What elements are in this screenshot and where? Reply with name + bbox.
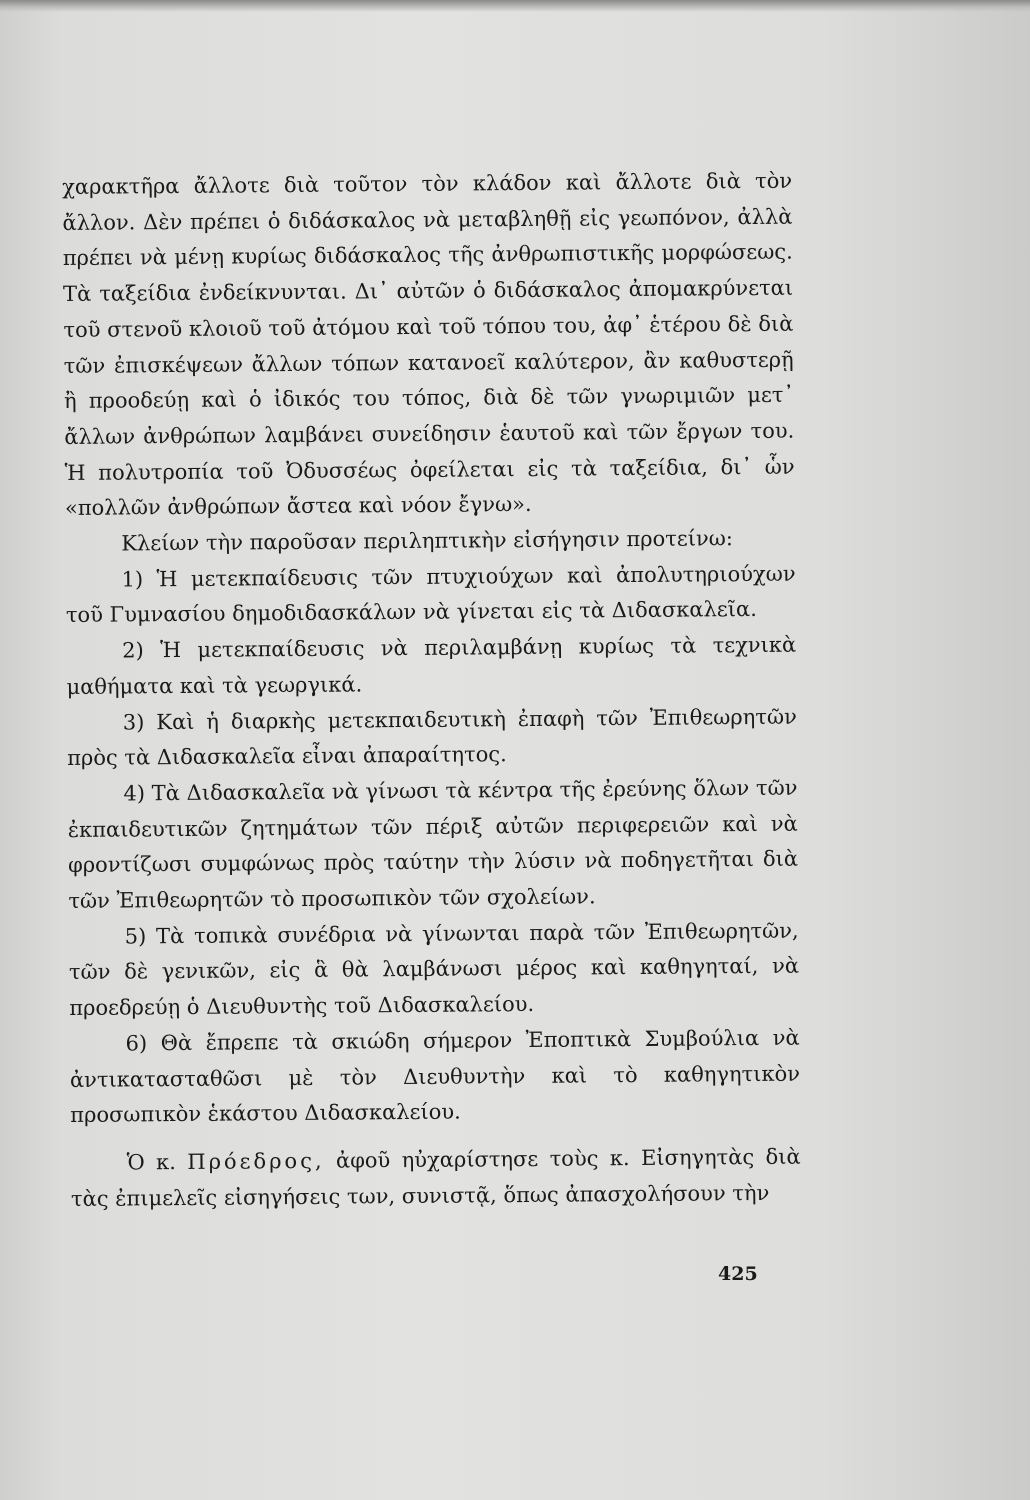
paragraph-closing xyxy=(71,1140,802,1218)
proposal-item-1: 1) Ἡ μετεκπαίδευσις τῶν πτυχιούχων καὶ ἀπολυτηριούχων τοῦ Γυμνασίου δημοδιδασκάλων νὰ γίνεται εἰς τὰ Διδασκαλεῖα. xyxy=(65,561,796,628)
proposal-item-6: 6) Θὰ ἔπρεπε τὰ σκιώδη σήμερον Ἐποπτικὰ Συμβούλια νὰ ἀντικατασταθῶσι μὲ τὸν Διευθυντὴν καὶ τὸ καθηγητικὸν προσωπικὸν ἑκάστου Διδασκαλείου. xyxy=(69,1025,801,1128)
paragraph-continuation: χαρακτῆρα ἄλλοτε διὰ τοῦτον τὸν κλάδον καὶ ἄλλοτε διὰ τὸν ἄλλον. Δὲν πρέπει ὁ διδάσκαλος νὰ μεταβληθῇ εἰς γεωπόνον, ἀλλὰ πρέπει νὰ μένῃ κυρίως διδάσκαλος τῆς ἀνθρωπιστικῆς μορφώσεως. Τὰ ταξείδια ἐνδείκνυνται. Δι᾽ αὐτῶν ὁ διδάσκαλος ἀπομακρύνεται τοῦ στενοῦ κλοιοῦ τοῦ ἀτόμου καὶ τοῦ τόπου του, ἀφ᾽ ἑτέρου δὲ διὰ τῶν ἐπισκέψεων ἄλλων τόπων κατανοεῖ καλύτερον, ἂν καθυστερῇ ἢ προοδεύῃ καὶ ὁ ἰδικός του τόπος, διὰ δὲ τῶν γνωριμιῶν μετ᾽ ἄλλων ἀνθρώπων λαμβάνει συνείδησιν ἑαυτοῦ καὶ τῶν ἔργων του. Ἡ πολυτροπία τοῦ Ὀδυσσέως ὀφείλεται εἰς τὰ ταξείδια, δι᾽ ὧν «πολλῶν ἀνθρώπων ἄστεα καὶ νόον ἔγνω». xyxy=(62,168,795,521)
body-text xyxy=(62,164,801,1218)
proposal-item-3: 3) Καὶ ἡ διαρκὴς μετεκπαιδευτικὴ ἐπαφὴ τῶν Ἐπιθεωρητῶν πρὸς τὰ Διδασκαλεῖα εἶναι ἀπαραίτητος. xyxy=(67,704,797,771)
proposal-item-4: 4) Τὰ Διδασκαλεῖα νὰ γίνωσι τὰ κέντρα τῆς ἐρεύνης ὅλων τῶν ἐκπαιδευτικῶν ζητημάτων τῶν πέριξ αὐτῶν περιφερειῶν καὶ νὰ φροντίζωσι συμφώνως πρὸς ταύτην τὴν λύσιν νὰ ποδηγετῆται διὰ τῶν Ἐπιθεωρητῶν τὸ προσωπικὸν τῶν σχολείων. xyxy=(67,775,799,914)
closing-rest: ἀφοῦ ηὐχαρίστησε τοὺς κ. Εἰσηγητὰς διὰ τὰς ἐπιμελεῖς εἰσηγήσεις των, συνιστᾷ, ὅπως ἀπασχολήσουν τὴν xyxy=(70,1144,801,1211)
proposal-item-5: 5) Τὰ τοπικὰ συνέδρια νὰ γίνωνται παρὰ τῶν Ἐπιθεωρητῶν, τῶν δὲ γενικῶν, εἰς ἃ θὰ λαμβάνωσι μέρος καὶ καθηγηταί, νὰ προεδρεύῃ ὁ Διευθυντὴς τοῦ Διδασκαλείου. xyxy=(68,918,800,1021)
page-number: 425 xyxy=(718,1263,758,1285)
closing-speaker: Πρόεδρος, xyxy=(187,1148,325,1174)
proposal-item-2: 2) Ἡ μετεκπαίδευσις νὰ περιλαμβάνῃ κυρίως τὰ τεχνικὰ μαθήματα καὶ τὰ γεωργικά. xyxy=(66,632,797,699)
closing-prefix: Ὁ κ. xyxy=(126,1150,177,1175)
paragraph-intro: Κλείων τὴν παροῦσαν περιληπτικὴν εἰσήγησιν προτείνω: xyxy=(121,526,733,556)
scan-top-edge xyxy=(0,0,1030,12)
